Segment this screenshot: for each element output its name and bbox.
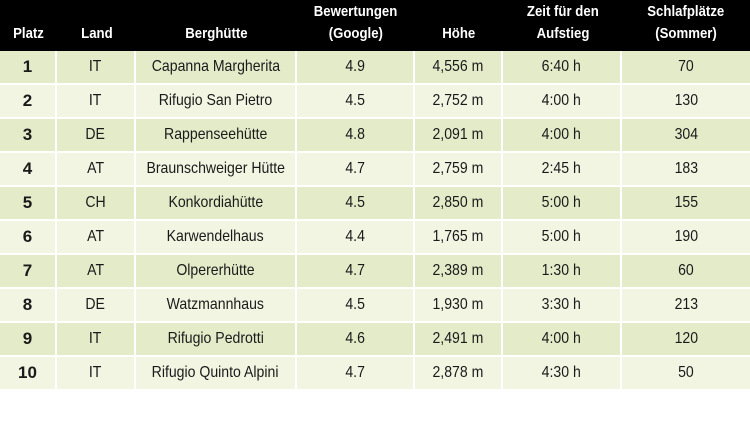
cell-schlafplaetze: 60 — [622, 255, 750, 289]
cell-schlafplaetze: 70 — [622, 51, 750, 85]
cell-land: AT — [57, 221, 136, 255]
cell-platz: 9 — [0, 323, 57, 357]
header-schlaf-line2: (Sommer) — [655, 25, 717, 42]
cell-bewertung: 4.7 — [297, 153, 415, 187]
cell-zeit: 3:30 h — [503, 289, 622, 323]
cell-berghuette: Rifugio San Pietro — [136, 85, 297, 119]
cell-schlafplaetze: 155 — [622, 187, 750, 221]
table-row — [0, 289, 750, 323]
table-row — [0, 51, 750, 85]
cell-berghuette: Watzmannhaus — [136, 289, 297, 323]
cell-bewertung: 4.5 — [297, 289, 415, 323]
header-bewertungen — [297, 0, 415, 51]
cell-land: CH — [57, 187, 136, 221]
cell-berghuette: Olpererhütte — [136, 255, 297, 289]
cell-hoehe: 2,759 m — [415, 153, 503, 187]
cell-hoehe: 2,850 m — [415, 187, 503, 221]
cell-land: AT — [57, 255, 136, 289]
cell-zeit: 4:30 h — [503, 357, 622, 391]
cell-zeit: 5:00 h — [503, 187, 622, 221]
header-zeit-line2: Aufstieg — [536, 25, 589, 42]
cell-land: IT — [57, 85, 136, 119]
cell-platz: 2 — [0, 85, 57, 119]
cell-bewertung: 4.7 — [297, 357, 415, 391]
cell-berghuette: Konkordiahütte — [136, 187, 297, 221]
cell-berghuette: Braunschweiger Hütte — [136, 153, 297, 187]
header-zeit-line1: Zeit für den — [526, 3, 599, 20]
cell-zeit: 4:00 h — [503, 119, 622, 153]
header-bewertungen-line1: Bewertungen — [314, 3, 398, 20]
cell-berghuette: Rifugio Quinto Alpini — [136, 357, 297, 391]
table-row — [0, 255, 750, 289]
cell-bewertung: 4.7 — [297, 255, 415, 289]
cell-land: DE — [57, 119, 136, 153]
cell-bewertung: 4.5 — [297, 187, 415, 221]
cell-land: AT — [57, 153, 136, 187]
cell-berghuette: Rifugio Pedrotti — [136, 323, 297, 357]
cell-zeit: 2:45 h — [503, 153, 622, 187]
cell-hoehe: 2,878 m — [415, 357, 503, 391]
cell-schlafplaetze: 304 — [622, 119, 750, 153]
cell-platz: 7 — [0, 255, 57, 289]
table-row — [0, 153, 750, 187]
cell-zeit: 6:40 h — [503, 51, 622, 85]
cell-hoehe: 2,389 m — [415, 255, 503, 289]
cell-zeit: 5:00 h — [503, 221, 622, 255]
cell-hoehe: 1,765 m — [415, 221, 503, 255]
cell-platz: 1 — [0, 51, 57, 85]
table-row — [0, 221, 750, 255]
cell-platz: 8 — [0, 289, 57, 323]
cell-hoehe: 2,491 m — [415, 323, 503, 357]
cell-platz: 3 — [0, 119, 57, 153]
cell-bewertung: 4.5 — [297, 85, 415, 119]
cell-hoehe: 2,091 m — [415, 119, 503, 153]
header-zeit — [503, 0, 622, 51]
table-row — [0, 119, 750, 153]
table-row — [0, 357, 750, 391]
table-row — [0, 187, 750, 221]
cell-berghuette: Karwendelhaus — [136, 221, 297, 255]
header-schlafplaetze — [622, 0, 750, 51]
cell-hoehe: 1,930 m — [415, 289, 503, 323]
cell-hoehe: 2,752 m — [415, 85, 503, 119]
cell-platz: 6 — [0, 221, 57, 255]
header-hoehe: Höhe — [415, 0, 503, 51]
cell-schlafplaetze: 130 — [622, 85, 750, 119]
cell-schlafplaetze: 120 — [622, 323, 750, 357]
cell-schlafplaetze: 50 — [622, 357, 750, 391]
cell-schlafplaetze: 213 — [622, 289, 750, 323]
cell-schlafplaetze: 190 — [622, 221, 750, 255]
cell-berghuette: Capanna Margherita — [136, 51, 297, 85]
cell-bewertung: 4.9 — [297, 51, 415, 85]
cell-zeit: 4:00 h — [503, 323, 622, 357]
header-platz: Platz — [0, 0, 57, 51]
cell-bewertung: 4.4 — [297, 221, 415, 255]
table-row — [0, 85, 750, 119]
cell-zeit: 4:00 h — [503, 85, 622, 119]
cell-platz: 10 — [0, 357, 57, 391]
cell-land: IT — [57, 357, 136, 391]
cell-zeit: 1:30 h — [503, 255, 622, 289]
header-land: Land — [57, 0, 136, 51]
cell-platz: 5 — [0, 187, 57, 221]
cell-land: IT — [57, 323, 136, 357]
cell-hoehe: 4,556 m — [415, 51, 503, 85]
cell-land: DE — [57, 289, 136, 323]
cell-land: IT — [57, 51, 136, 85]
cell-bewertung: 4.8 — [297, 119, 415, 153]
cell-bewertung: 4.6 — [297, 323, 415, 357]
table-header-row — [0, 0, 750, 51]
cell-berghuette: Rappenseehütte — [136, 119, 297, 153]
header-bewertungen-line2: (Google) — [328, 25, 384, 42]
cell-schlafplaetze: 183 — [622, 153, 750, 187]
table-row — [0, 323, 750, 357]
cell-platz: 4 — [0, 153, 57, 187]
header-schlaf-line1: Schlafplätze — [647, 3, 725, 20]
header-berghuette: Berghütte — [136, 0, 297, 51]
